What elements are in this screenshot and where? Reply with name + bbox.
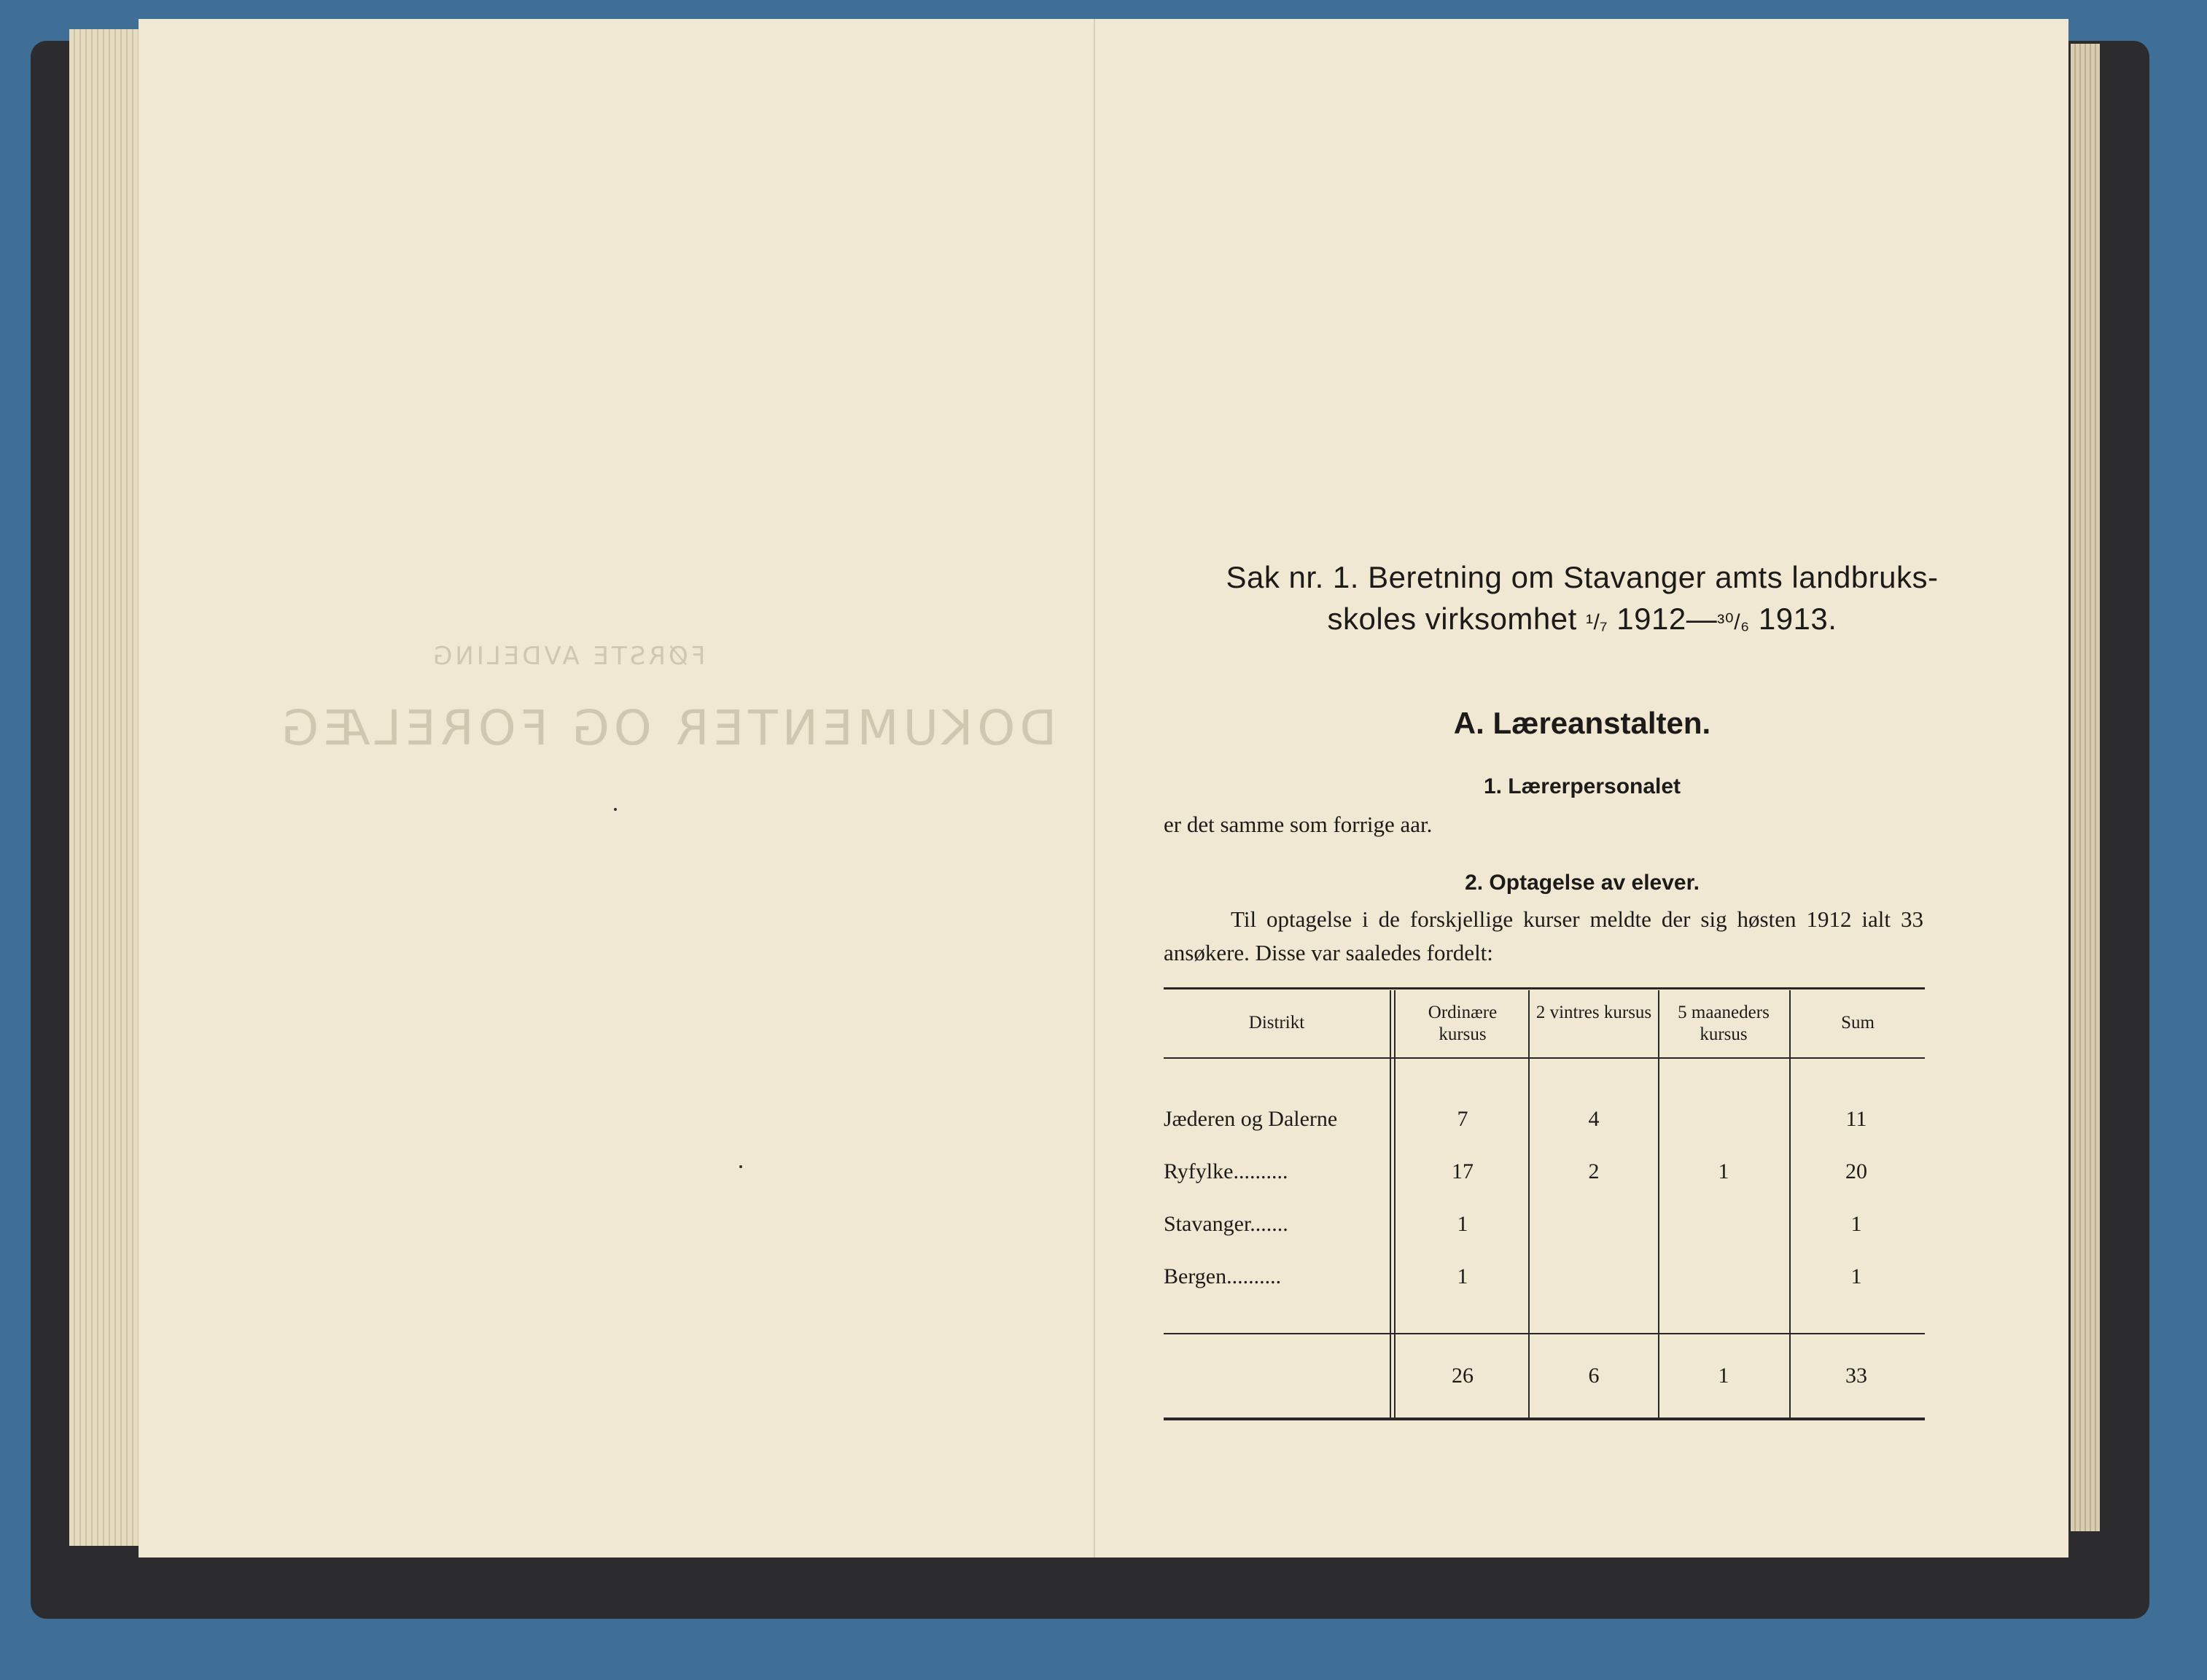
header-rule — [1164, 1057, 1925, 1059]
totals-rule — [1164, 1333, 1925, 1334]
cell-ordinaere: 17 — [1452, 1159, 1474, 1183]
column-divider — [1528, 990, 1530, 1418]
table-top-rule — [1164, 987, 1925, 989]
cell-vintres: 2 — [1588, 1159, 1600, 1183]
cell-maaneders: 1 — [1718, 1159, 1729, 1183]
column-divider — [1394, 990, 1396, 1418]
cell-vintres: 4 — [1588, 1107, 1600, 1131]
paragraph-laererpersonalet: er det samme som forrige aar. — [1164, 812, 1433, 837]
total-sum: 33 — [1845, 1364, 1867, 1388]
paragraph-optagelse: Til optagelse i de forskjellige kurser meldte der sig høsten 1912 ialt 33 ansøkere. Disse var saaledes fordelt: — [1164, 906, 1923, 965]
bleed-through-subtitle: FØRSTE AVDELING — [430, 642, 706, 671]
subheading-optagelse: 2. Optagelse av elever. — [1465, 871, 1700, 895]
cell-sum: 20 — [1845, 1159, 1867, 1183]
row-distrikt: Ryfylke.......... — [1164, 1159, 1288, 1183]
table-bottom-rule — [1164, 1418, 1925, 1420]
cell-ordinaere: 1 — [1457, 1212, 1468, 1236]
cell-ordinaere: 7 — [1457, 1107, 1468, 1131]
date-fraction-end: ³⁰/₆ — [1717, 610, 1750, 634]
total-vintres: 6 — [1588, 1364, 1600, 1388]
bleed-through-title: DOKUMENTER OG FORELÆG — [277, 700, 1057, 756]
year-end: 1913. — [1749, 602, 1837, 636]
row-distrikt: Jæderen og Dalerne — [1164, 1107, 1338, 1131]
left-page — [139, 19, 1095, 1558]
speck — [739, 1165, 742, 1168]
cell-sum: 1 — [1850, 1212, 1862, 1236]
total-maaneders: 1 — [1718, 1364, 1729, 1388]
row-distrikt: Bergen.......... — [1164, 1264, 1282, 1288]
page-edges-right — [2071, 44, 2100, 1531]
speck — [614, 808, 617, 811]
year-start: 1912— — [1608, 602, 1718, 636]
page-edges-left — [69, 29, 142, 1546]
report-title-line1: Sak nr. 1. Beretning om Stavanger amts landbruks- — [1226, 560, 1939, 594]
column-divider — [1390, 990, 1391, 1418]
report-title-line2 — [1130, 602, 2034, 637]
header-5-maaneders: 5 maaneders kursus — [1678, 1003, 1770, 1044]
column-divider — [1789, 990, 1791, 1418]
cell-ordinaere: 1 — [1457, 1264, 1468, 1288]
cell-sum: 11 — [1845, 1107, 1867, 1131]
total-ordinaere: 26 — [1452, 1364, 1474, 1388]
row-distrikt: Stavanger....... — [1164, 1212, 1288, 1236]
column-divider — [1658, 990, 1659, 1418]
section-heading-a: A. Læreanstalten. — [1453, 706, 1711, 740]
header-distrikt: Distrikt — [1248, 1013, 1305, 1032]
header-sum: Sum — [1841, 1013, 1875, 1032]
header-ordinaere: Ordinære kursus — [1428, 1003, 1498, 1044]
cell-sum: 1 — [1850, 1264, 1862, 1288]
title-prefix: skoles virksomhet — [1327, 602, 1586, 636]
enrollment-table — [1164, 987, 1925, 1422]
subheading-laererpersonalet: 1. Lærerpersonalet — [1483, 774, 1681, 798]
date-fraction-start: ¹/₇ — [1585, 610, 1608, 634]
header-2-vintres: 2 vintres kursus — [1535, 1003, 1652, 1022]
